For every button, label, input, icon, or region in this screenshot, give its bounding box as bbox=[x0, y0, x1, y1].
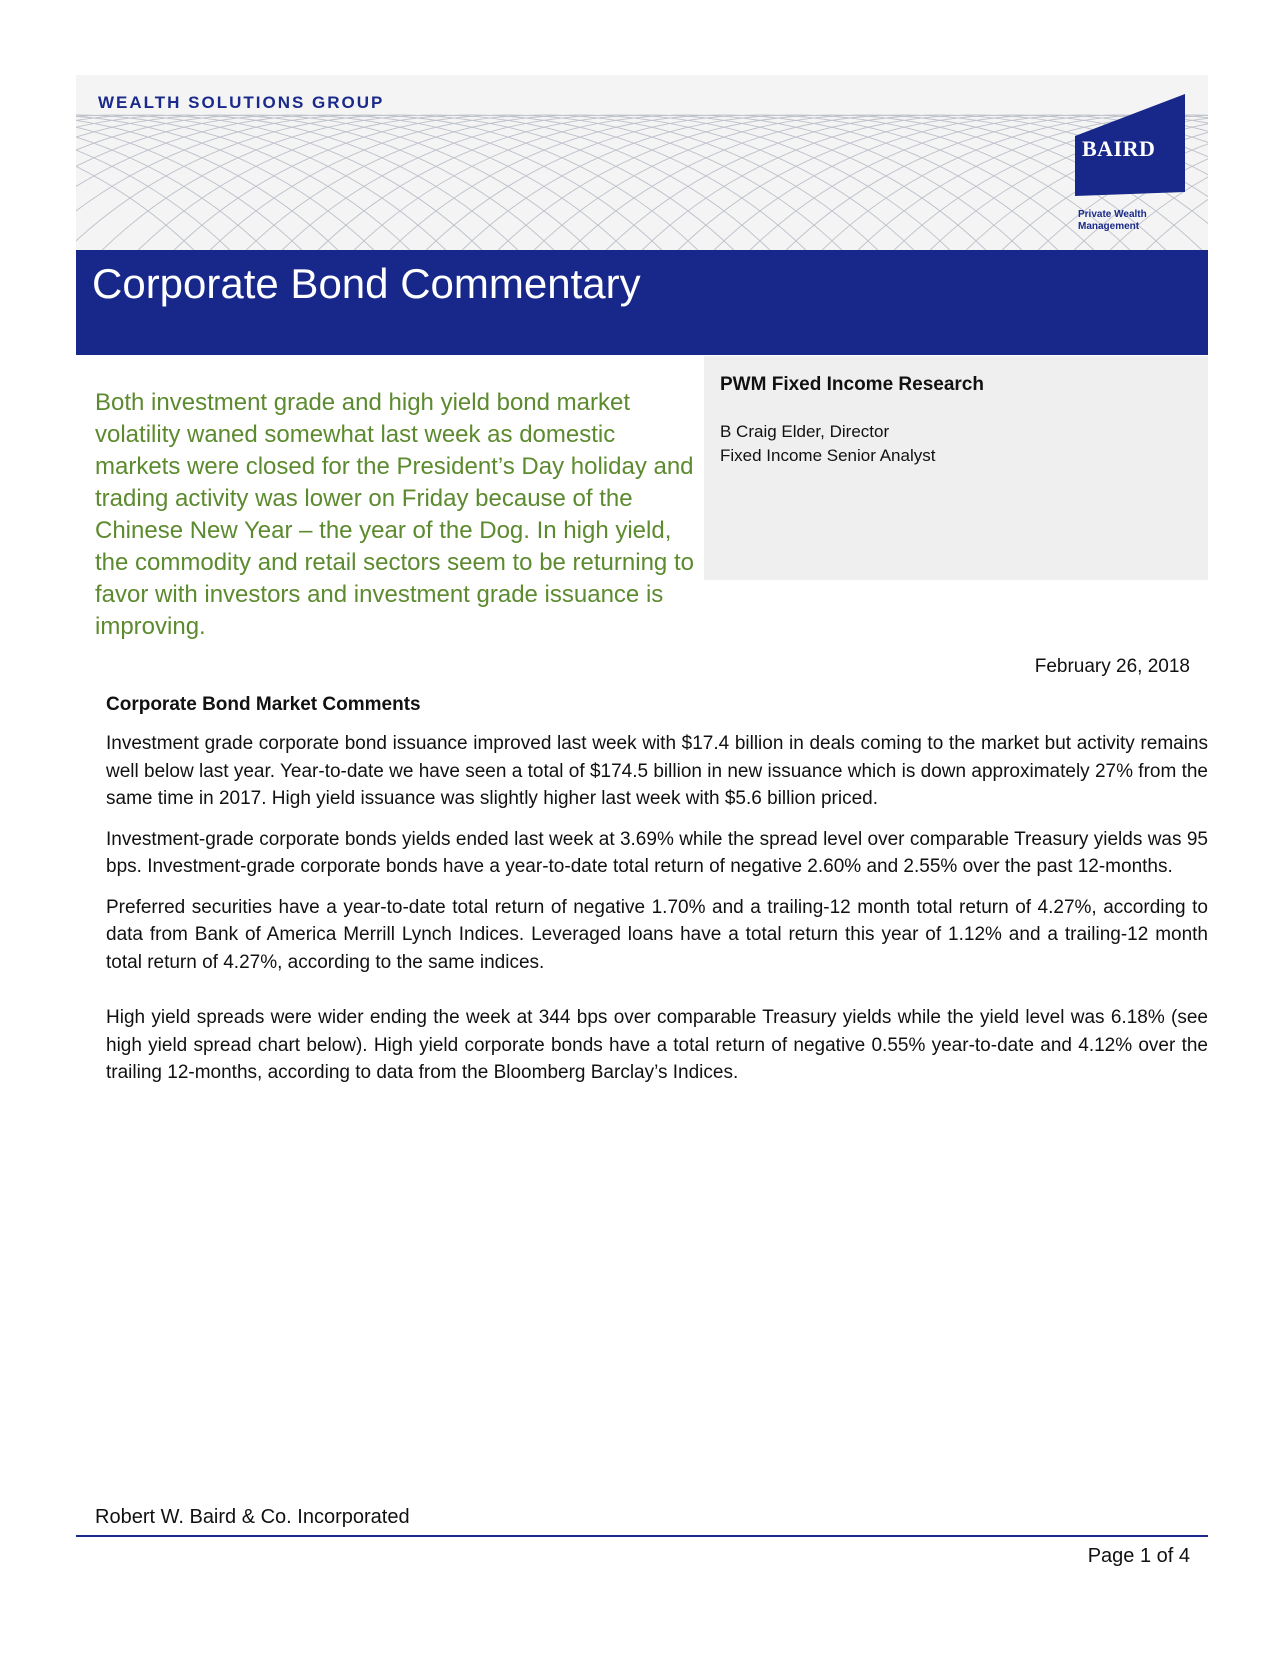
logo-subtitle bbox=[1078, 209, 1147, 233]
footer-divider bbox=[76, 1535, 1208, 1537]
paragraph: High yield spreads were wider ending the week at 344 bps over comparable Treasury yields while the yield level was 6.18% (see high yield spread chart below). High yield corporate bonds have a total return of negative 0.55% year-to-date and 4.12% over the trailing 12-months, according to data from the Bloomberg Barclay’s Indices. bbox=[106, 1007, 1208, 1083]
paragraph: Investment grade corporate bond issuance improved last week with $17.4 billion in deals coming to the market but activity remains well below last year. Year-to-date we have seen a total of $174.5 billion in new issuance which is down approximately 27% from the same time in 2017. High yield issuance was slightly higher last week with $5.6 billion priced. bbox=[106, 733, 1208, 809]
page-title: Corporate Bond Commentary bbox=[92, 260, 641, 307]
research-author: B Craig Elder, Director bbox=[720, 422, 890, 441]
footer-company: Robert W. Baird & Co. Incorporated bbox=[95, 1506, 410, 1528]
logo-sub-line1: Private Wealth bbox=[1078, 209, 1147, 220]
publication-date: February 26, 2018 bbox=[1034, 656, 1190, 677]
paragraph: Preferred securities have a year-to-date total return of negative 1.70% and a trailing-12 month total return of 4.27%, according to data from Bank of America Merrill Lynch Indices. Leveraged loans have a total return this year of 1.12% and a trailing-12 month total return of 4.27%, according to the same indices. bbox=[106, 896, 1208, 973]
header-banner bbox=[76, 75, 1208, 250]
market-comments-section bbox=[106, 694, 1208, 1100]
paragraph: Investment-grade corporate bonds yields ended last week at 3.69% while the spread level over comparable Treasury yields was 95 bps. Investment-grade corporate bonds have a year-to-date total return of negative 2.60% and 2.55% over the past 12-months. bbox=[106, 828, 1208, 877]
title-band bbox=[76, 250, 1208, 355]
group-name: WEALTH SOLUTIONS GROUP bbox=[98, 93, 385, 112]
research-box bbox=[704, 356, 1208, 580]
page-number: Page 1 of 4 bbox=[1087, 1545, 1190, 1567]
logo-sub-line2: Management bbox=[1078, 221, 1140, 232]
research-title: PWM Fixed Income Research bbox=[720, 374, 984, 395]
summary-text: Both investment grade and high yield bond market volatility waned somewhat last week as domestic markets were closed for the President’s Day holiday and trading activity was lower on Friday because of the Chinese New Year – the year of the Dog. In high yield, the commodity and retail sectors seem to be returning to favor with investors and investment grade issuance is improving. bbox=[95, 389, 694, 640]
logo-name: BAIRD bbox=[1082, 136, 1156, 161]
section-heading: Corporate Bond Market Comments bbox=[106, 694, 421, 715]
research-role: Fixed Income Senior Analyst bbox=[720, 446, 936, 465]
